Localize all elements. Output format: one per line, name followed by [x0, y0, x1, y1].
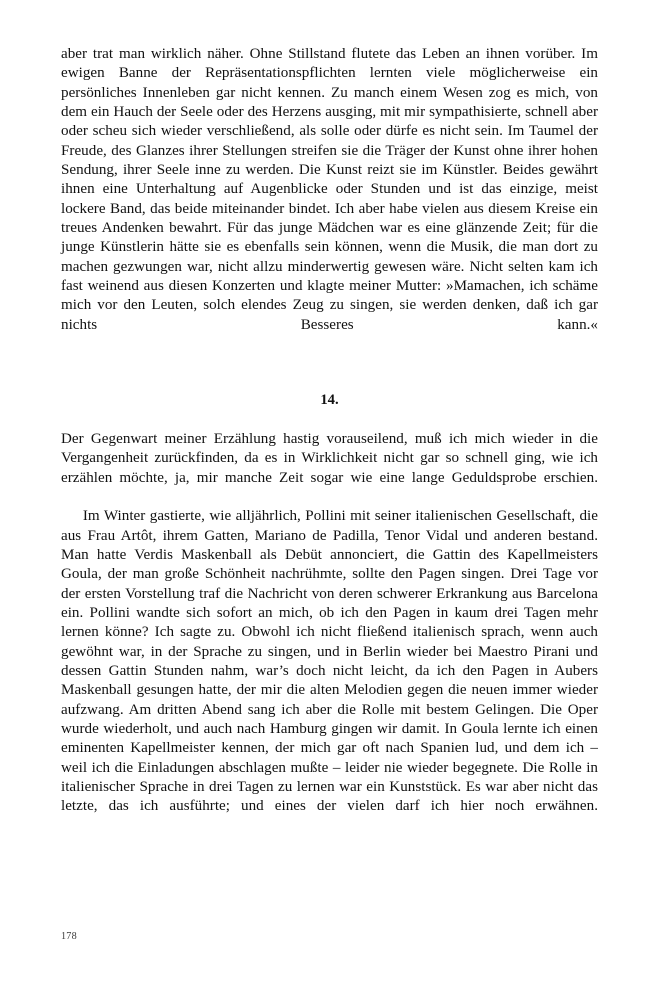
paragraph-continued-from-previous-page: aber trat man wirklich näher. Ohne Stillstand flutete das Leben an ihnen vorüber. Im ewigen Banne der Repräsentationspflichten lernten viele möglicherweise ein persönliches Innenleben gar nicht kennen. Zu manch einem Wesen zog es mich, von dem ein Hauch der Seele oder des Herzens ausging, mit mir sympathisierte, schnell aber oder scheu sich wieder verschließend, als solle oder dürfe es nicht sein. Im Taumel der Freude, des Glanzes ihrer Stellungen streifen sie die Träger der Kunst ohne ihrer hohen Sendung, ihrer Seele inne zu werden. Die Kunst reizt sie im Künstler. Beides gewährt ihnen eine Unterhaltung auf Augenblicke oder Stunden und ist das einzige, meist lockere Band, das beide miteinander bindet. Ich aber habe vielen aus diesem Kreise ein treues Andenken bewahrt. Für das junge Mädchen war es eine glänzende Zeit; für die junge Künstlerin hätte sie es ebenfalls sein können, wenn die Musik, die man dort zu machen gezwungen war, nicht allzu minderwertig gewesen wäre. Nicht selten kam ich fast weinend aus diesen Konzerten und klagte meiner Mutter: »Mamachen, ich schäme mich vor den Leuten, solch elendes Zeug zu singen, sie werden denken, daß ich gar nichts Besseres kann.« — [61, 46, 598, 333]
spacer-below-heading — [61, 410, 598, 430]
section-heading: 14. — [320, 391, 339, 408]
page-number: 178 — [61, 931, 77, 942]
spacer-above-heading — [61, 355, 598, 391]
text-column — [61, 45, 598, 836]
paragraph-2: Im Winter gastierte, wie alljährlich, Pollini mit seiner italienischen Gesellschaft, die aus Frau Artôt, ihrem Gatten, Mariano de Padilla, Tenor Vidal und anderen bestand. Man hatte Verdis Maskenball als Debüt annonciert, die Gattin des Kapellmeisters Goula, der man große Schönheit nachrühmte, sollte den Pagen singen. Drei Tage vor der ersten Vorstellung traf die Nachricht von deren schwerer Erkrankung aus Barcelona ein. Pollini wandte sich sofort an mich, ob ich den Pagen in kaum drei Tagen mehr lernen könne? Ich sagte zu. Obwohl ich nicht fließend italienisch sprach, wenn auch gewöhnt war, in der Sprache zu singen, und in Berlin wieder bei Maestro Pirani und dessen Gattin Stunden nahm, war’s doch nicht leicht, da ich den Pagen in Aubers Maskenball gesungen hatte, der mir die alten Melodien gegen die neuen immer wieder aufzwang. Am dritten Abend sang ich aber die Rolle mit bestem Gelingen. Die Oper wurde wiederholt, und auch nach Hamburg gingen wir damit. In Goula lernte ich einen eminenten Kapellmeister kennen, der mich gar oft nach Spanien lud, und dem ich – weil ich die Einladungen abschlagen mußte – leider nie wieder begegnete. Die Rolle in italienischer Sprache in drei Tagen zu lernen war ein Kunststück. Es war aber nicht das letzte, das ich ausführte; und eines der vielen darf ich hier noch erwähnen. — [61, 508, 598, 815]
paragraph-1: Der Gegenwart meiner Erzählung hastig vorauseilend, muß ich mich wieder in die Vergangenheit zurückfinden, da es in Wirklichkeit nicht gar so schnell ging, wie ich erzählen möchte, ja, mir manche Zeit sogar wie eine lange Geduldsprobe erschien. — [61, 430, 598, 486]
